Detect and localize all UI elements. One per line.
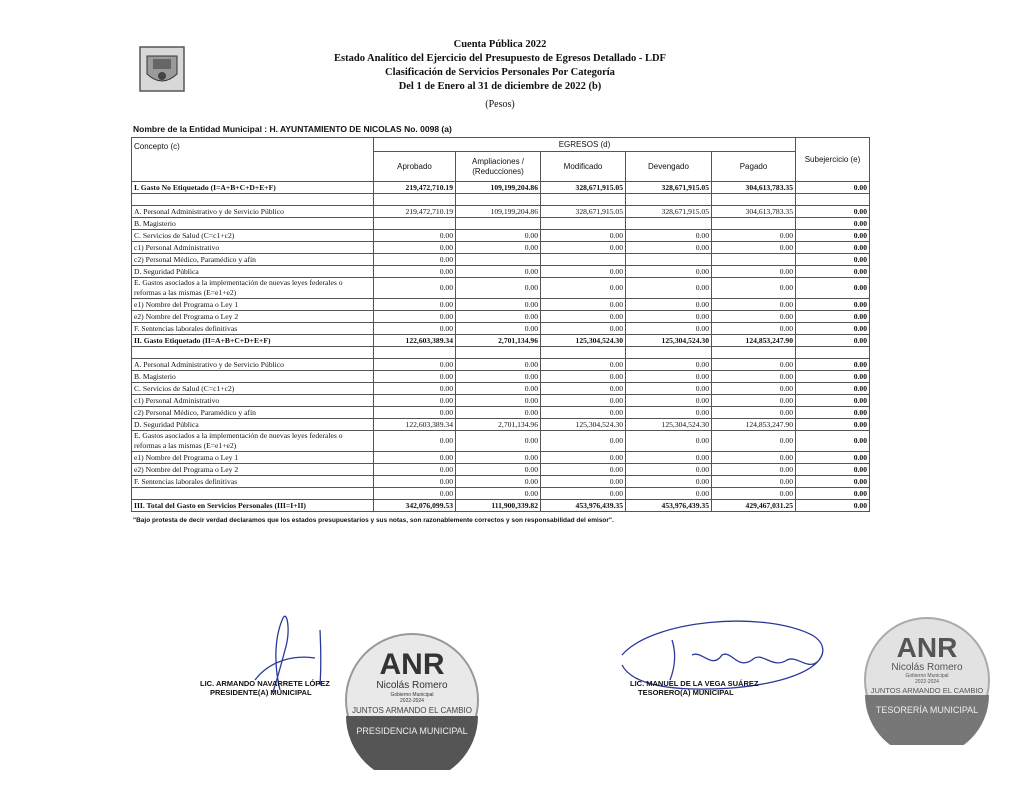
row-value: 0.00 bbox=[541, 452, 626, 464]
row-concept: E. Gastos asociados a la implementación de nuevas leyes federales o reformas a las mismas (E=e1+e2) bbox=[132, 431, 374, 452]
row-value: 0.00 bbox=[374, 242, 456, 254]
row-value: 0.00 bbox=[541, 476, 626, 488]
header-line-2: Estado Analítico del Ejercicio del Presupuesto de Egresos Detallado - LDF bbox=[334, 53, 666, 64]
row-value: 0.00 bbox=[796, 419, 870, 431]
row-concept: c2) Personal Médico, Paramédico y afín bbox=[132, 407, 374, 419]
row-value: 0.00 bbox=[374, 359, 456, 371]
table-row bbox=[132, 311, 870, 323]
table-row bbox=[132, 419, 870, 431]
row-value: 0.00 bbox=[712, 323, 796, 335]
signer-right-title: TESORERO(A) MUNICIPAL bbox=[638, 688, 734, 697]
row-value: 0.00 bbox=[626, 476, 712, 488]
row-value: 453,976,439.35 bbox=[626, 500, 712, 512]
row-value: 0.00 bbox=[374, 278, 456, 299]
row-value: 0.00 bbox=[712, 395, 796, 407]
row-concept: C. Servicios de Salud (C=c1+c2) bbox=[132, 383, 374, 395]
row-value bbox=[626, 218, 712, 230]
row-value: 0.00 bbox=[626, 278, 712, 299]
row-value: 328,671,915.05 bbox=[626, 206, 712, 218]
row-value: 0.00 bbox=[456, 242, 541, 254]
row-value: 0.00 bbox=[712, 311, 796, 323]
row-value: 0.00 bbox=[456, 230, 541, 242]
row-value: 0.00 bbox=[541, 488, 626, 500]
row-value: 0.00 bbox=[374, 488, 456, 500]
stamp-tesoreria-icon bbox=[862, 615, 992, 745]
row-value: 0.00 bbox=[796, 323, 870, 335]
col-ampliaciones: Ampliaciones / (Reducciones) bbox=[456, 152, 541, 182]
row-concept: c2) Personal Médico, Paramédico y afín bbox=[132, 254, 374, 266]
row-concept: II. Gasto Etiquetado (II=A+B+C+D+E+F) bbox=[132, 335, 374, 347]
header-line-4: Del 1 de Enero al 31 de diciembre de 2022 (b) bbox=[398, 81, 602, 92]
row-value: 0.00 bbox=[712, 359, 796, 371]
row-value: 111,900,339.82 bbox=[456, 500, 541, 512]
budget-table bbox=[131, 137, 870, 512]
row-value: 0.00 bbox=[456, 488, 541, 500]
row-concept: A. Personal Administrativo y de Servicio Público bbox=[132, 206, 374, 218]
row-value: 0.00 bbox=[541, 395, 626, 407]
table-row bbox=[132, 464, 870, 476]
row-value: 109,199,204.86 bbox=[456, 206, 541, 218]
row-concept: e1) Nombre del Programa o Ley 1 bbox=[132, 299, 374, 311]
row-value: 0.00 bbox=[541, 311, 626, 323]
row-value: 0.00 bbox=[456, 431, 541, 452]
row-value: 0.00 bbox=[626, 266, 712, 278]
row-concept: D. Seguridad Pública bbox=[132, 419, 374, 431]
table-row bbox=[132, 182, 870, 194]
header-line-1: Cuenta Pública 2022 bbox=[453, 39, 547, 50]
row-value: 0.00 bbox=[541, 407, 626, 419]
row-value: 0.00 bbox=[796, 476, 870, 488]
row-value: 0.00 bbox=[796, 254, 870, 266]
stamp-presidencia bbox=[342, 630, 482, 770]
row-value: 0.00 bbox=[796, 335, 870, 347]
row-value: 0.00 bbox=[456, 311, 541, 323]
row-value: 0.00 bbox=[712, 476, 796, 488]
spacer-row bbox=[132, 194, 870, 206]
row-value: 0.00 bbox=[541, 299, 626, 311]
row-value: 0.00 bbox=[796, 242, 870, 254]
row-value: 0.00 bbox=[796, 431, 870, 452]
table-row bbox=[132, 371, 870, 383]
row-concept: c1) Personal Administrativo bbox=[132, 395, 374, 407]
row-value: 2,701,134.96 bbox=[456, 335, 541, 347]
row-value: 0.00 bbox=[541, 431, 626, 452]
row-concept: e1) Nombre del Programa o Ley 1 bbox=[132, 452, 374, 464]
stamp-left-sub: Gobierno Municipal bbox=[390, 692, 434, 698]
table-row bbox=[132, 299, 870, 311]
row-value: 0.00 bbox=[374, 431, 456, 452]
stamp-right-logo: ANR bbox=[896, 632, 958, 663]
header-units: (Pesos) bbox=[485, 99, 515, 110]
table-row bbox=[132, 335, 870, 347]
row-value: 125,304,524.30 bbox=[626, 419, 712, 431]
row-value: 0.00 bbox=[374, 266, 456, 278]
row-value: 0.00 bbox=[456, 395, 541, 407]
row-value: 0.00 bbox=[456, 359, 541, 371]
footnote: "Bajo protesta de decir verdad declaramos que los estados presupuestarios y sus notas, son razonablemente correctos y son responsabilidad del emisor". bbox=[133, 517, 614, 524]
row-value bbox=[712, 254, 796, 266]
row-value: 0.00 bbox=[712, 266, 796, 278]
stamp-right-years: 2022-2024 bbox=[915, 679, 939, 685]
row-value: 0.00 bbox=[712, 230, 796, 242]
row-value: 0.00 bbox=[456, 266, 541, 278]
stamp-right-sub: Gobierno Municipal bbox=[905, 673, 949, 679]
row-value: 0.00 bbox=[712, 299, 796, 311]
table-body bbox=[132, 182, 870, 512]
row-value: 0.00 bbox=[712, 371, 796, 383]
row-value: 219,472,710.19 bbox=[374, 182, 456, 194]
row-value: 0.00 bbox=[796, 500, 870, 512]
row-value bbox=[374, 218, 456, 230]
stamp-presidencia-icon bbox=[342, 630, 482, 770]
stamp-left-office: PRESIDENCIA MUNICIPAL bbox=[356, 726, 468, 736]
row-value: 0.00 bbox=[541, 266, 626, 278]
row-value: 0.00 bbox=[456, 278, 541, 299]
row-value: 0.00 bbox=[712, 431, 796, 452]
row-concept: B. Magisterio bbox=[132, 371, 374, 383]
signer-left-title: PRESIDENTE(A) MUNICIPAL bbox=[210, 688, 312, 697]
table-row bbox=[132, 254, 870, 266]
stamp-left-motto: JUNTOS ARMANDO EL CAMBIO bbox=[351, 706, 473, 715]
row-value: 304,613,783.35 bbox=[712, 206, 796, 218]
row-value: 0.00 bbox=[456, 383, 541, 395]
row-value: 0.00 bbox=[796, 206, 870, 218]
table-row bbox=[132, 431, 870, 452]
row-concept: B. Magisterio bbox=[132, 218, 374, 230]
row-concept: e2) Nombre del Programa o Ley 2 bbox=[132, 464, 374, 476]
row-concept: C. Servicios de Salud (C=c1+c2) bbox=[132, 230, 374, 242]
row-value: 0.00 bbox=[541, 359, 626, 371]
stamp-tesoreria bbox=[862, 615, 992, 745]
row-concept: F. Sentencias laborales definitivas bbox=[132, 476, 374, 488]
row-value: 0.00 bbox=[456, 323, 541, 335]
row-value: 0.00 bbox=[796, 395, 870, 407]
row-value: 124,853,247.90 bbox=[712, 335, 796, 347]
table-row bbox=[132, 452, 870, 464]
row-value: 0.00 bbox=[626, 323, 712, 335]
row-concept: e2) Nombre del Programa o Ley 2 bbox=[132, 311, 374, 323]
row-value: 125,304,524.30 bbox=[541, 335, 626, 347]
row-concept: E. Gastos asociados a la implementación de nuevas leyes federales o reformas a las mismas (E=e1+e2) bbox=[132, 278, 374, 299]
row-value: 0.00 bbox=[626, 488, 712, 500]
row-value: 0.00 bbox=[374, 311, 456, 323]
row-value: 0.00 bbox=[541, 383, 626, 395]
row-value: 0.00 bbox=[796, 266, 870, 278]
row-value: 0.00 bbox=[712, 242, 796, 254]
row-value: 124,853,247.90 bbox=[712, 419, 796, 431]
row-value: 0.00 bbox=[796, 311, 870, 323]
row-value: 0.00 bbox=[796, 182, 870, 194]
row-value: 429,467,031.25 bbox=[712, 500, 796, 512]
row-value: 0.00 bbox=[796, 359, 870, 371]
row-value: 0.00 bbox=[541, 371, 626, 383]
row-value: 0.00 bbox=[374, 476, 456, 488]
row-value: 0.00 bbox=[626, 452, 712, 464]
row-value: 0.00 bbox=[541, 323, 626, 335]
row-value: 304,613,783.35 bbox=[712, 182, 796, 194]
col-egresos: EGRESOS (d) bbox=[374, 138, 796, 152]
row-concept: I. Gasto No Etiquetado (I=A+B+C+D+E+F) bbox=[132, 182, 374, 194]
col-concept: Concepto (c) bbox=[132, 138, 374, 182]
row-value: 0.00 bbox=[796, 383, 870, 395]
row-value: 0.00 bbox=[712, 278, 796, 299]
signer-right-name: LIC. MANUEL DE LA VEGA SUÁREZ bbox=[630, 679, 759, 688]
row-value: 0.00 bbox=[374, 299, 456, 311]
row-value: 0.00 bbox=[712, 452, 796, 464]
municipal-crest-icon bbox=[137, 44, 187, 94]
signer-left-name: LIC. ARMANDO NAVARRETE LÓPEZ bbox=[200, 679, 330, 688]
row-value bbox=[712, 218, 796, 230]
stamp-right-brand: Nicolás Romero bbox=[891, 662, 963, 673]
row-value: 0.00 bbox=[796, 488, 870, 500]
table-row bbox=[132, 230, 870, 242]
row-value: 0.00 bbox=[374, 407, 456, 419]
row-concept bbox=[132, 488, 374, 500]
row-value: 0.00 bbox=[796, 278, 870, 299]
col-pagado: Pagado bbox=[712, 152, 796, 182]
row-value: 0.00 bbox=[796, 452, 870, 464]
row-value: 0.00 bbox=[374, 383, 456, 395]
stamp-right-motto: JUNTOS ARMANDO EL CAMBIO bbox=[870, 686, 984, 695]
row-value: 0.00 bbox=[626, 359, 712, 371]
row-value: 0.00 bbox=[626, 311, 712, 323]
row-value: 0.00 bbox=[541, 464, 626, 476]
row-value: 453,976,439.35 bbox=[541, 500, 626, 512]
row-concept: A. Personal Administrativo y de Servicio Público bbox=[132, 359, 374, 371]
row-value: 0.00 bbox=[796, 371, 870, 383]
row-value: 109,199,204.86 bbox=[456, 182, 541, 194]
row-value: 328,671,915.05 bbox=[626, 182, 712, 194]
row-value: 0.00 bbox=[456, 452, 541, 464]
row-value: 0.00 bbox=[456, 299, 541, 311]
row-value: 0.00 bbox=[626, 431, 712, 452]
report-header bbox=[131, 38, 869, 112]
row-concept: D. Seguridad Pública bbox=[132, 266, 374, 278]
table-row bbox=[132, 488, 870, 500]
row-value: 0.00 bbox=[626, 383, 712, 395]
entity-name: Nombre de la Entidad Municipal : H. AYUNTAMIENTO DE NICOLAS No. 0098 (a) bbox=[133, 124, 452, 134]
row-value: 0.00 bbox=[796, 218, 870, 230]
row-value bbox=[626, 254, 712, 266]
col-subejercicio: Subejercicio (e) bbox=[796, 138, 870, 182]
row-value: 0.00 bbox=[374, 323, 456, 335]
row-value: 328,671,915.05 bbox=[541, 182, 626, 194]
row-value: 0.00 bbox=[456, 407, 541, 419]
row-value: 0.00 bbox=[374, 254, 456, 266]
col-aprobado: Aprobado bbox=[374, 152, 456, 182]
signature-right bbox=[630, 679, 758, 697]
row-value: 125,304,524.30 bbox=[626, 335, 712, 347]
row-value bbox=[541, 254, 626, 266]
row-concept: F. Sentencias laborales definitivas bbox=[132, 323, 374, 335]
row-value: 0.00 bbox=[626, 407, 712, 419]
row-value: 0.00 bbox=[456, 476, 541, 488]
row-value: 0.00 bbox=[374, 464, 456, 476]
table-row bbox=[132, 395, 870, 407]
row-value: 0.00 bbox=[626, 395, 712, 407]
row-value: 0.00 bbox=[541, 242, 626, 254]
table-row bbox=[132, 242, 870, 254]
table-row bbox=[132, 500, 870, 512]
header-line-3: Clasificación de Servicios Personales Por Categoría bbox=[385, 67, 615, 78]
spacer-row bbox=[132, 347, 870, 359]
table-row bbox=[132, 383, 870, 395]
col-devengado: Devengado bbox=[626, 152, 712, 182]
row-value: 0.00 bbox=[712, 383, 796, 395]
row-value: 0.00 bbox=[456, 464, 541, 476]
row-value: 0.00 bbox=[374, 371, 456, 383]
row-concept: c1) Personal Administrativo bbox=[132, 242, 374, 254]
row-value: 0.00 bbox=[541, 278, 626, 299]
row-value: 0.00 bbox=[712, 488, 796, 500]
stamp-right-office: TESORERÍA MUNICIPAL bbox=[875, 705, 979, 715]
row-value: 0.00 bbox=[626, 371, 712, 383]
table-row bbox=[132, 266, 870, 278]
row-value: 125,304,524.30 bbox=[541, 419, 626, 431]
row-value bbox=[456, 254, 541, 266]
stamp-left-years: 2022-2024 bbox=[400, 698, 424, 704]
table-row bbox=[132, 323, 870, 335]
row-value bbox=[456, 218, 541, 230]
row-value: 0.00 bbox=[541, 230, 626, 242]
row-value: 122,603,389.34 bbox=[374, 335, 456, 347]
row-value: 0.00 bbox=[626, 230, 712, 242]
stamp-left-logo: ANR bbox=[379, 648, 445, 681]
row-value: 122,603,389.34 bbox=[374, 419, 456, 431]
signature-left bbox=[200, 679, 330, 697]
row-value bbox=[541, 218, 626, 230]
row-value: 328,671,915.05 bbox=[541, 206, 626, 218]
table-row bbox=[132, 407, 870, 419]
row-value: 0.00 bbox=[374, 230, 456, 242]
row-value: 0.00 bbox=[456, 371, 541, 383]
row-value: 0.00 bbox=[374, 452, 456, 464]
row-concept: III. Total del Gasto en Servicios Personales (III=I+II) bbox=[132, 500, 374, 512]
row-value: 2,701,134.96 bbox=[456, 419, 541, 431]
row-value: 0.00 bbox=[796, 230, 870, 242]
row-value: 0.00 bbox=[626, 464, 712, 476]
row-value: 0.00 bbox=[796, 407, 870, 419]
table-row bbox=[132, 218, 870, 230]
row-value: 0.00 bbox=[626, 299, 712, 311]
row-value: 0.00 bbox=[796, 464, 870, 476]
row-value: 0.00 bbox=[712, 464, 796, 476]
report-page bbox=[131, 38, 869, 524]
row-value: 0.00 bbox=[374, 395, 456, 407]
table-row bbox=[132, 476, 870, 488]
row-value: 342,076,099.53 bbox=[374, 500, 456, 512]
row-value: 0.00 bbox=[626, 242, 712, 254]
stamp-left-brand: Nicolás Romero bbox=[376, 680, 448, 691]
row-value: 0.00 bbox=[796, 299, 870, 311]
row-value: 0.00 bbox=[712, 407, 796, 419]
table-row bbox=[132, 359, 870, 371]
table-row bbox=[132, 278, 870, 299]
row-value: 219,472,710.19 bbox=[374, 206, 456, 218]
table-row bbox=[132, 206, 870, 218]
col-modificado: Modificado bbox=[541, 152, 626, 182]
